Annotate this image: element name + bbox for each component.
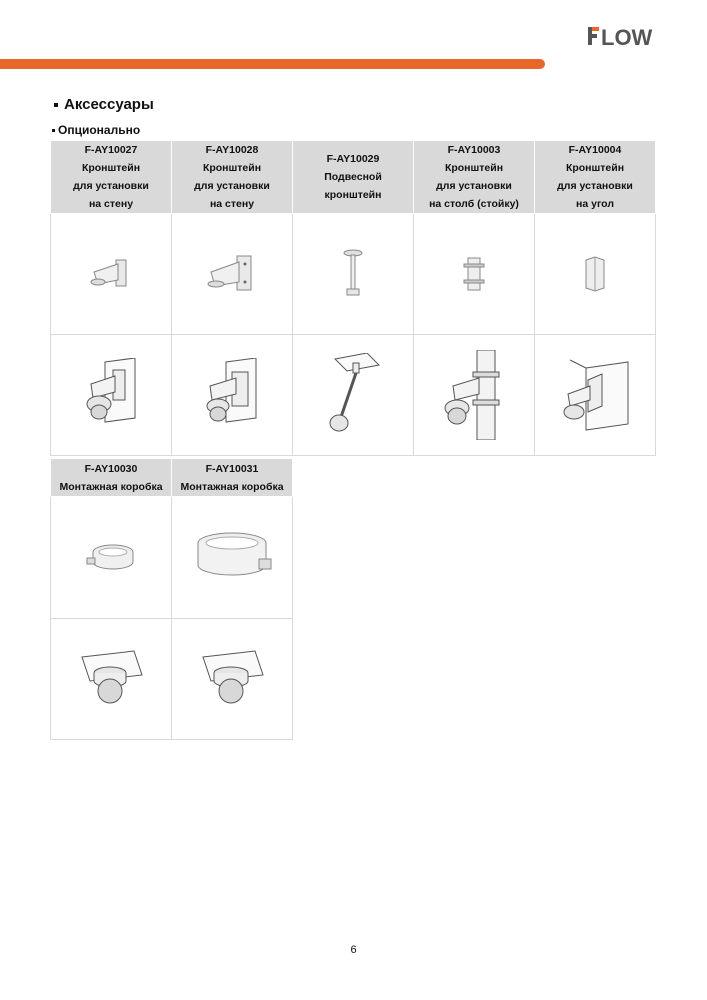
junction-box-small-installed-icon [76, 649, 146, 709]
product-header-7 [172, 459, 293, 497]
product-header-5 [535, 141, 656, 214]
subsection-title-text: Опционально [58, 123, 141, 137]
pole-mount-icon [461, 256, 487, 292]
product-desc: Кронштейн [81, 162, 141, 174]
product-header-4 [414, 141, 535, 214]
product-installed-cell [535, 335, 656, 456]
logo-text: LOW [601, 25, 653, 48]
subsection-title [52, 123, 140, 137]
product-installed-cell [51, 335, 172, 456]
product-header-1 [51, 141, 172, 214]
wall-bracket-large-installed-icon [200, 358, 264, 432]
pole-mount-installed-icon [439, 350, 509, 440]
wall-bracket-installed-icon [79, 358, 143, 432]
product-code: F-AY10004 [568, 144, 622, 156]
product-desc: Кронштейн [444, 162, 504, 174]
page-number: 6 [350, 944, 357, 956]
product-code: F-AY10031 [205, 462, 259, 475]
flow-logo [588, 24, 672, 48]
header-accent-bar [0, 59, 545, 69]
section-title [54, 96, 154, 113]
wall-bracket-large-icon [205, 252, 259, 296]
product-desc: для установки [194, 180, 270, 192]
product-installed-cell [414, 335, 535, 456]
corner-mount-icon [582, 256, 608, 292]
accessories-table-1 [50, 140, 656, 456]
product-installed-cell [51, 619, 172, 740]
bullet-icon [54, 103, 58, 107]
product-desc: для установки [436, 180, 512, 192]
product-header-2 [172, 141, 293, 214]
product-image-cell [51, 214, 172, 335]
product-desc: для установки [557, 180, 633, 192]
product-image-cell [172, 497, 293, 619]
product-image-cell [293, 214, 414, 335]
product-code: F-AY10029 [326, 153, 380, 165]
product-desc: на угол [576, 198, 614, 210]
accessories-table-2 [50, 458, 293, 740]
product-desc: Монтажная коробка [180, 480, 284, 493]
product-header-6 [51, 459, 172, 497]
product-image-cell [51, 497, 172, 619]
product-desc: для установки [73, 180, 149, 192]
wall-bracket-icon [86, 254, 136, 294]
junction-box-large-installed-icon [197, 649, 267, 709]
section-title-text: Аксессуары [64, 96, 154, 113]
product-installed-cell [172, 619, 293, 740]
product-code: F-AY10028 [205, 144, 259, 156]
pendant-bracket-icon [341, 249, 365, 299]
product-desc: на столб (стойку) [429, 198, 519, 210]
junction-box-small-icon [85, 538, 137, 578]
product-code: F-AY10003 [447, 144, 501, 156]
corner-mount-installed-icon [558, 358, 632, 432]
product-installed-cell [293, 335, 414, 456]
product-desc: Кронштейн [202, 162, 262, 174]
product-header-3 [293, 141, 414, 214]
product-code: F-AY10030 [84, 462, 138, 475]
product-image-cell [535, 214, 656, 335]
product-desc: на стену [88, 198, 134, 210]
product-desc: кронштейн [324, 189, 382, 201]
product-desc: Монтажная коробка [59, 480, 163, 493]
product-desc: на стену [209, 198, 255, 210]
product-desc: Кронштейн [565, 162, 625, 174]
bullet-icon [52, 129, 55, 132]
product-image-cell [172, 214, 293, 335]
product-installed-cell [172, 335, 293, 456]
junction-box-large-icon [187, 529, 277, 587]
product-image-cell [414, 214, 535, 335]
product-code: F-AY10027 [84, 144, 138, 156]
pendant-bracket-installed-icon [323, 353, 383, 437]
product-desc: Подвесной [324, 171, 382, 183]
